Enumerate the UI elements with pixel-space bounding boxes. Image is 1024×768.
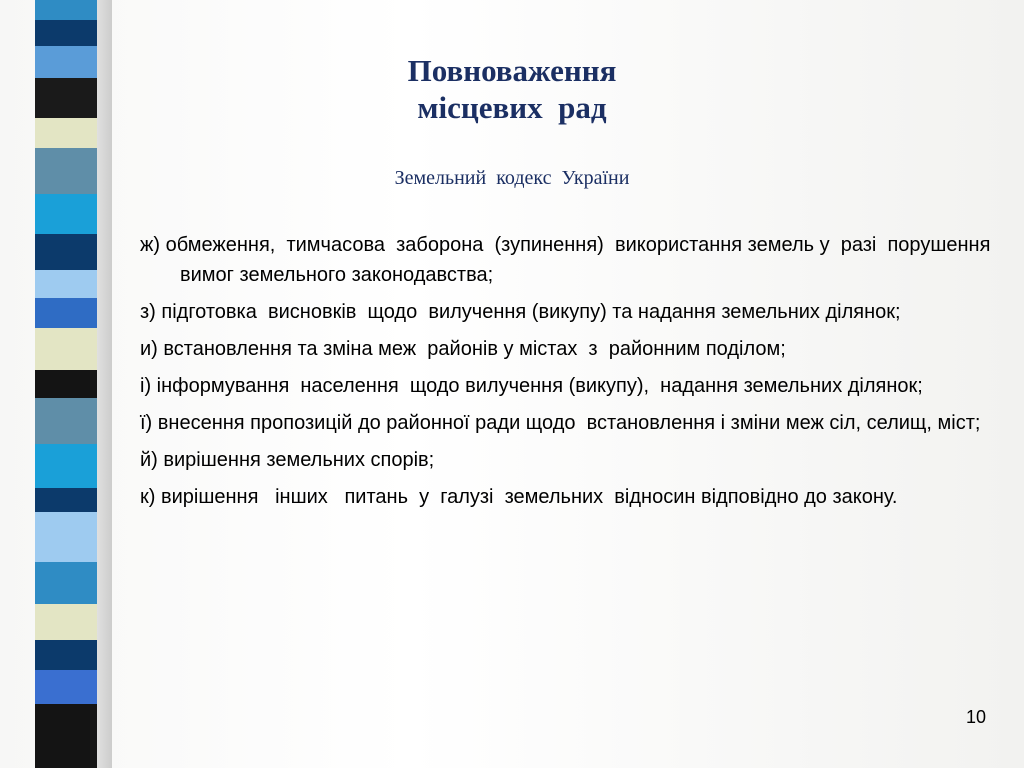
powers-list	[140, 230, 1000, 519]
strip-block	[35, 118, 97, 148]
strip-block	[35, 46, 97, 78]
list-item: ї) внесення пропозицій до районної ради щодо встановлення і зміни меж сіл, селищ, міст;	[140, 412, 981, 434]
list-item: ж) обмеження, тимчасова заборона (зупинення) використання земель у разі порушення вимог земельного законодавства;	[140, 234, 996, 286]
slide-subtitle: Земельний кодекс України	[394, 167, 630, 189]
strip-block	[35, 640, 97, 670]
list-item: к) вирішення інших питань у галузі земельних відносин відповідно до закону.	[140, 486, 898, 508]
strip-block	[35, 488, 97, 512]
strip-block	[35, 670, 97, 704]
slide-title	[280, 52, 744, 126]
list-item: з) підготовка висновків щодо вилучення (викупу) та надання земельних ділянок;	[140, 301, 901, 323]
strip-block	[35, 194, 97, 234]
strip-block	[35, 444, 97, 488]
title-line: місцевих рад	[417, 90, 607, 125]
strip-block	[35, 398, 97, 444]
strip-block	[35, 298, 97, 328]
strip-block	[35, 0, 97, 20]
list-item: и) встановлення та зміна меж районів у містах з районним поділом;	[140, 338, 786, 360]
strip-block	[35, 148, 97, 194]
title-line: Повноваження	[407, 53, 617, 88]
strip-block	[35, 328, 97, 370]
strip-block	[35, 370, 97, 398]
list-item: і) інформування населення щодо вилучення (викупу), надання земельних ділянок;	[140, 375, 923, 397]
list-item: й) вирішення земельних спорів;	[140, 449, 435, 471]
strip-block	[35, 20, 97, 46]
decorative-strip	[35, 0, 97, 768]
page-number: 10	[965, 707, 986, 727]
strip-block	[35, 78, 97, 118]
strip-block	[35, 234, 97, 270]
strip-block	[35, 270, 97, 298]
strip-block	[35, 512, 97, 562]
strip-block	[35, 604, 97, 640]
strip-block	[35, 704, 97, 768]
strip-block	[35, 562, 97, 604]
